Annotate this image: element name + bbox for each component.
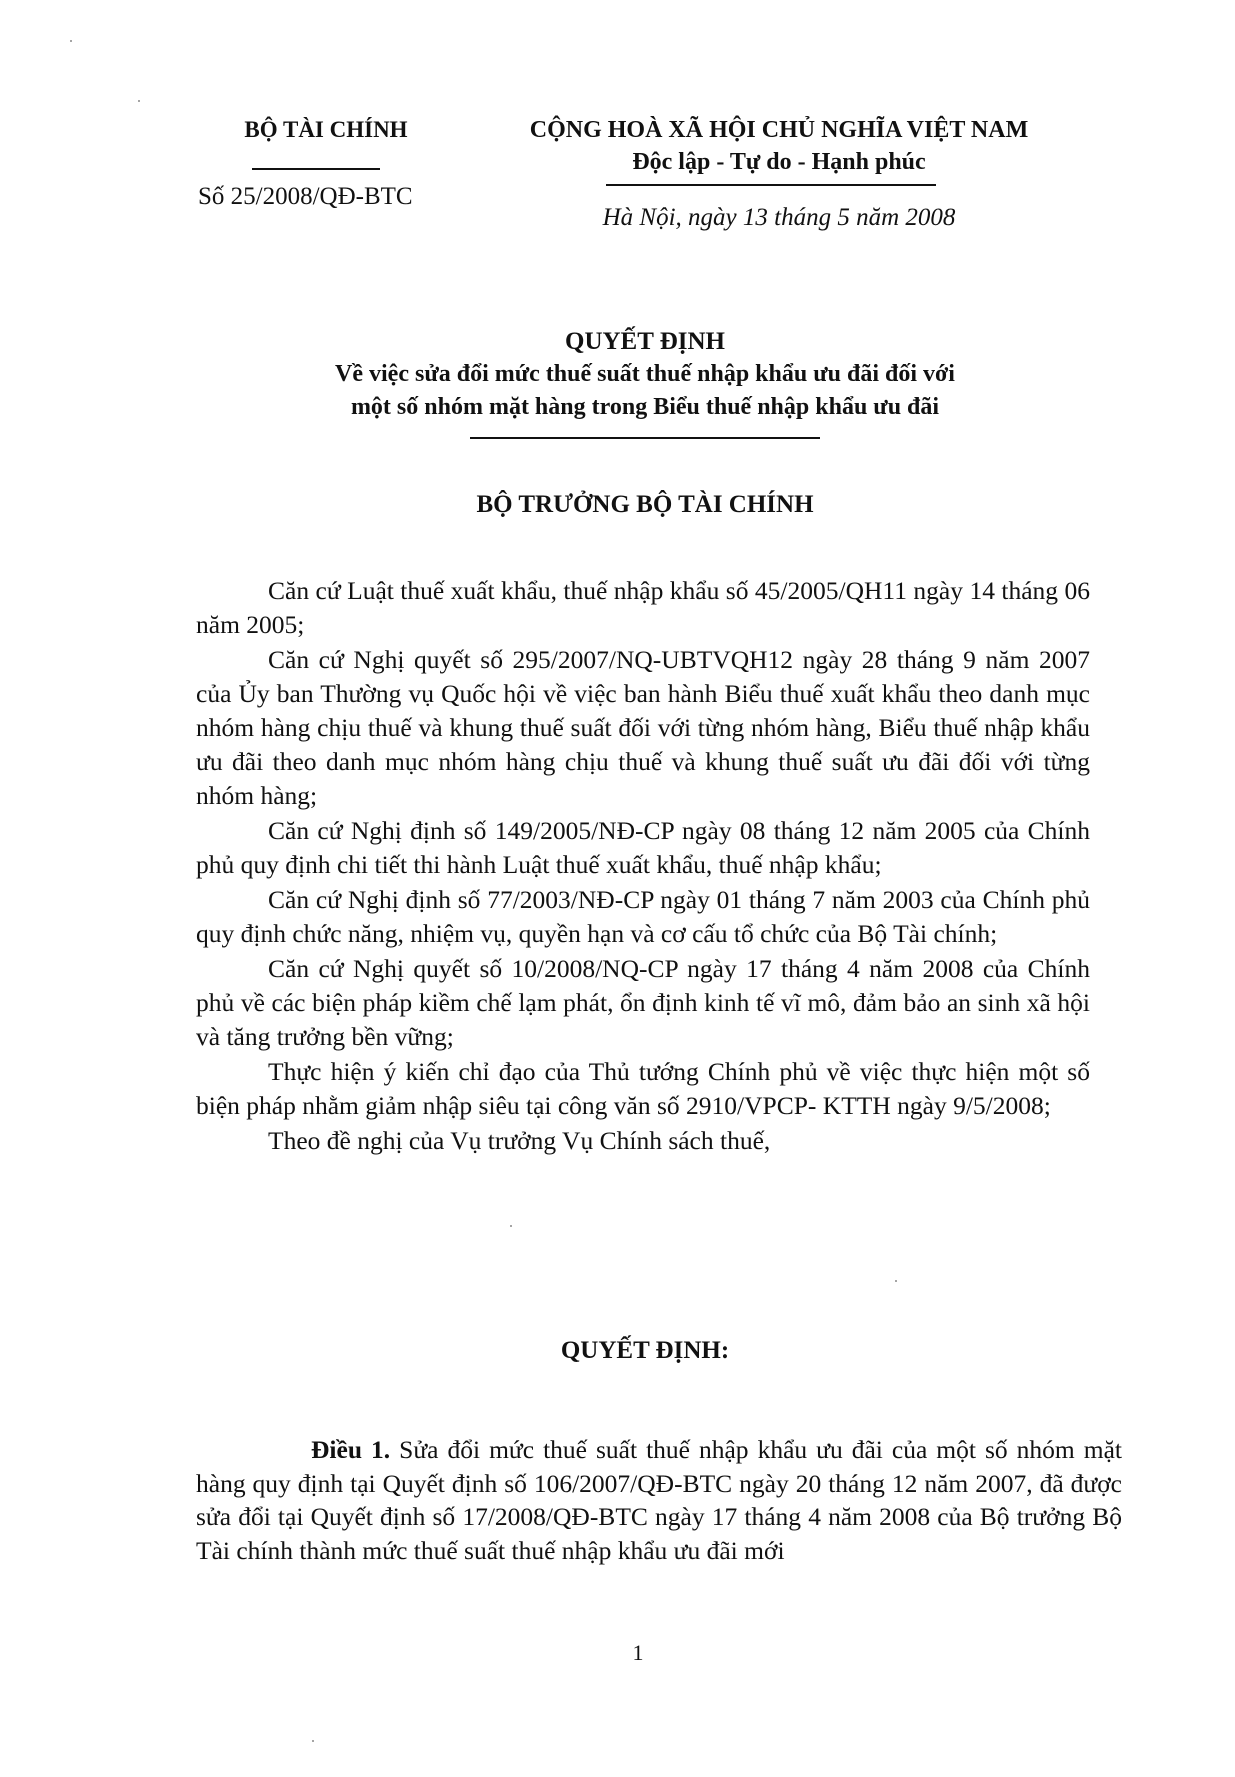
preamble-paragraph: Căn cứ Luật thuế xuất khẩu, thuế nhập khẩu số 45/2005/QH11 ngày 14 tháng 06 năm 2005; [196, 576, 1090, 639]
national-title: CỘNG HOÀ XÃ HỘI CHỦ NGHĨA VIỆT NAM [529, 117, 1029, 143]
preamble-paragraph: Căn cứ Nghị quyết số 295/2007/NQ-UBTVQH12 ngày 28 tháng 9 năm 2007 của Ủy ban Thường vụ Quốc hội về việc ban hành Biểu thuế xuất khẩu theo danh mục nhóm hàng chịu thuế và khung thuế suất đối với từng nhóm hàng, Biểu thuế nhập khẩu ưu đãi theo danh mục nhóm hàng chịu thuế và khung thuế suất ưu đãi đối với từng nhóm hàng; [196, 645, 1090, 810]
preamble [196, 574, 1090, 1159]
organization-name: BỘ TÀI CHÍNH [244, 117, 408, 142]
document-number: Số 25/2008/QĐ-BTC [198, 183, 413, 210]
scan-speck [510, 1225, 512, 1227]
article-1-label: Điều 1. [311, 1435, 391, 1464]
preamble-paragraph: Căn cứ Nghị định số 77/2003/NĐ-CP ngày 01 tháng 7 năm 2003 của Chính phủ quy định chức năng, nhiệm vụ, quyền hạn và cơ cấu tổ chức của Bộ Tài chính; [196, 885, 1090, 948]
preamble-paragraph: Thực hiện ý kiến chỉ đạo của Thủ tướng Chính phủ về việc thực hiện một số biện pháp nhằm giảm nhập siêu tại công văn số 2910/VPCP- KTTH ngày 9/5/2008; [196, 1057, 1090, 1120]
issuing-authority: BỘ TRƯỞNG BỘ TÀI CHÍNH [476, 491, 814, 518]
place-and-date: Hà Nội, ngày 13 tháng 5 năm 2008 [602, 204, 956, 231]
decision-subject-line-2: một số nhóm mặt hàng trong Biểu thuế nhập khẩu ưu đãi [350, 394, 940, 420]
decision-heading: QUYẾT ĐỊNH: [560, 1337, 730, 1364]
decision-subject-line-1: Về việc sửa đổi mức thuế suất thuế nhập khẩu ưu đãi đối với [335, 361, 955, 387]
preamble-paragraph: Căn cứ Nghị định số 149/2005/NĐ-CP ngày 08 tháng 12 năm 2005 của Chính phủ quy định chi tiết thi hành Luật thuế xuất khẩu, thuế nhập khẩu; [196, 816, 1090, 879]
scan-speck [895, 1280, 897, 1282]
scan-speck [312, 1740, 314, 1742]
article-1 [196, 1433, 1122, 1567]
decision-title: QUYẾT ĐỊNH [565, 328, 725, 355]
organization-underline [252, 168, 380, 170]
article-1-text: Sửa đổi mức thuế suất thuế nhập khẩu ưu đãi của một số nhóm mặt hàng quy định tại Quyết định số 106/2007/QĐ-BTC ngày 20 tháng 12 năm 2007, đã được sửa đổi tại Quyết định số 17/2008/QĐ-BTC ngày 17 tháng 4 năm 2008 của Bộ trưởng Bộ Tài chính thành mức thuế suất thuế nhập khẩu ưu đãi mới [196, 1435, 1122, 1565]
article-1-paragraph [196, 1433, 1122, 1567]
national-motto-underline [606, 184, 936, 186]
page-number: 1 [632, 1640, 644, 1665]
preamble-paragraph: Theo đề nghị của Vụ trưởng Vụ Chính sách thuế, [268, 1126, 771, 1155]
title-underline [470, 437, 820, 439]
scan-speck [70, 40, 72, 42]
preamble-paragraph: Căn cứ Nghị quyết số 10/2008/NQ-CP ngày 17 tháng 4 năm 2008 của Chính phủ về các biện pháp kiềm chế lạm phát, ổn định kinh tế vĩ mô, đảm bảo an sinh xã hội và tăng trưởng bền vững; [196, 954, 1090, 1051]
national-motto: Độc lập - Tự do - Hạnh phúc [632, 149, 926, 175]
scan-speck [138, 100, 140, 102]
